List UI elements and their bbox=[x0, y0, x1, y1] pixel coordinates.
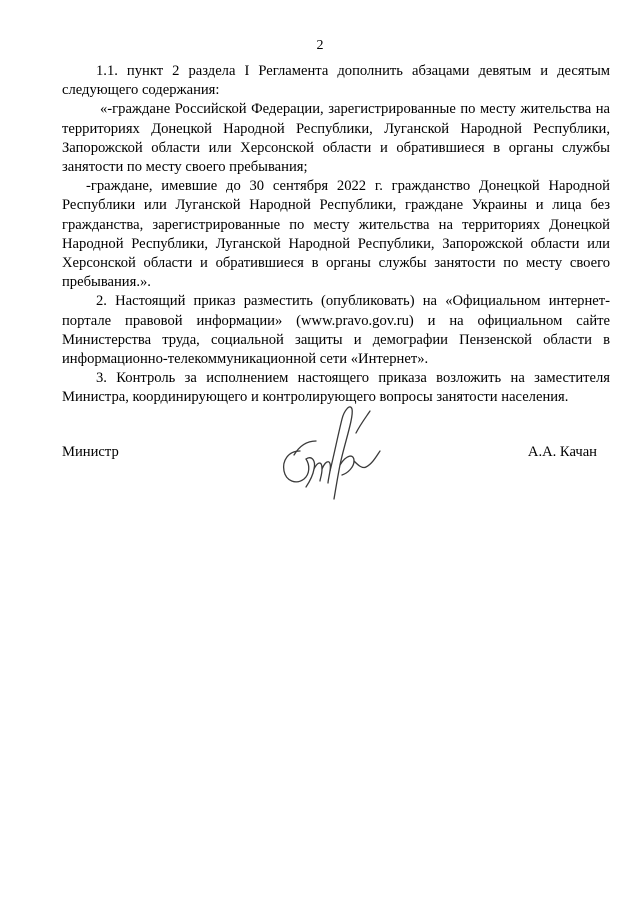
paragraph-2-publication: 2. Настоящий приказ разместить (опубликовать) на «Официальном интернет-портале правовой информации» (www.pravo.gov.ru) и на официальном сайте Министерства труда, социальной защиты и демографии Пензенской области в информационно-телекоммуникационной сети «Интернет». bbox=[62, 293, 610, 368]
paragraph-quote-citizens-rf: «-граждане Российской Федерации, зарегистрированные по месту жительства на территориях Донецкой Народной Республики, Луганской Народной Республики, Запорожской области или Херсонской области и обратившиеся в органы службы занятости по месту своего пребывания; bbox=[62, 101, 610, 176]
paragraph-1-1: 1.1. пункт 2 раздела I Регламента дополнить абзацами девятым и десятым следующего содержания: bbox=[62, 63, 610, 99]
paragraph-3-control: 3. Контроль за исполнением настоящего приказа возложить на заместителя Министра, координирующего и контролирующего вопросы занятости населения. bbox=[62, 370, 610, 406]
signatory-title: Министр bbox=[62, 444, 119, 460]
handwritten-signature bbox=[270, 395, 390, 505]
paragraph-quote-citizens-other-text: -граждане, имевшие до 30 сентября 2022 г. гражданство Донецкой Народной Республики или Луганской Народной Республики, граждане Украины и лица без гражданства, зарегистрированные по месту жительства на территориях Донецкой Народной Республики, Луганской Народной Республики, Запорожской области или Херсонской области и обратившиеся в органы службы занятости по месту своего пребывания.». bbox=[62, 178, 610, 291]
document-body bbox=[62, 62, 610, 408]
signatory-name: А.А. Качан bbox=[527, 444, 597, 460]
paragraph-quote-citizens-other bbox=[62, 177, 610, 292]
page-number: 2 bbox=[316, 38, 324, 53]
